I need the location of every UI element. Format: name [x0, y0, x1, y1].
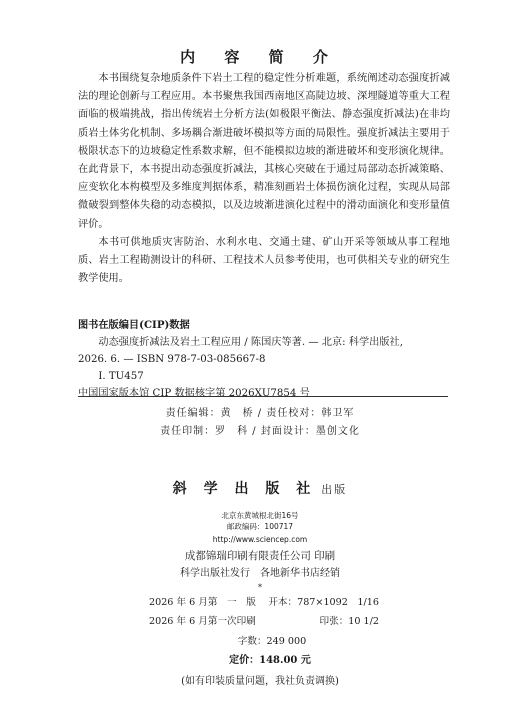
- publisher-postcode: 邮政编码：100717: [226, 522, 294, 531]
- cip-isbn-line: 2026. 6. — ISBN 978-7-03-085667-8: [78, 354, 266, 365]
- cip-title-line: 动态强度折减法及岩土工程应用 / 陈国庆等著. — 北京: 科学出版社,: [98, 337, 403, 348]
- first-edition: 2026 年 6 月第 一 版: [149, 597, 256, 608]
- cip-block: [78, 317, 458, 402]
- content-summary: [78, 70, 450, 288]
- first-print: 2026 年 6 月第一次印刷: [149, 616, 256, 627]
- separator-star: *: [258, 583, 262, 592]
- editorial-credits: [0, 405, 520, 441]
- edition-row-1: [149, 595, 379, 611]
- cip-classification: Ⅰ. TU457: [98, 371, 144, 382]
- publisher-website: http://www.sciencep.com: [212, 535, 308, 544]
- cip-heading: 图书在版编目(CIP)数据: [78, 319, 190, 331]
- printer-line: 成都锦瑞印刷有限责任公司 印刷: [184, 550, 336, 562]
- edition-row-2: [149, 614, 379, 630]
- page-title: 内 容 简 介: [180, 48, 340, 66]
- distribution-line: 科学出版社发行 各地新华书店经销: [180, 568, 340, 579]
- publisher-logo-text: 斜 学 出 版 社: [172, 481, 317, 497]
- summary-paragraph-1: 本书围绕复杂地质条件下岩土工程的稳定性分析难题，系统阐述动态强度折减法的理论创新与工程应用。本书聚焦我国西南地区高陡边坡、深埋隧道等重大工程面临的极端挑战，指出传统岩土分析方法(如极限平衡法、静态强度折减法)在非均质岩土体劣化机制、多场耦合渐进破坏模拟等方面的局限性。强度折减法主要用于极限状态下的边坡稳定性系数求解，但不能模拟边坡的渐进破坏和变形演化规律。在此背景下，本书提出动态强度折减法，其核心突破在于通过局部动态折减策略、应变软化本构模型及多维度判据体系，精准刻画岩土体损伤演化过程，实现从局部微破裂到整体失稳的动态模拟，以及边坡渐进演化过程中的滑动面演化和变形量值评价。: [78, 73, 450, 230]
- price: 定价：148.00 元: [229, 655, 311, 666]
- format: 开本：787×1092 1/16: [268, 597, 379, 608]
- credits-line-2: 责任印制：罗 科 / 封面设计：墨创文化: [160, 426, 360, 437]
- publisher-line: [0, 478, 520, 498]
- cip-center-number: 中国国家版本馆 CIP 数据核字第 2026XU7854 号: [78, 388, 310, 399]
- credits-line-1: 责任编辑：黄 桥 / 责任校对：韩卫军: [165, 408, 355, 419]
- publisher-address: 北京东黄城根北街16号: [221, 511, 299, 520]
- summary-paragraph-2: 本书可供地质灾害防治、水利水电、交通土建、矿山开采等领域从事工程地质、岩土工程勘测设计的科研、工程技术人员参考使用，也可供相关专业的研究生教学使用。: [78, 236, 450, 285]
- word-count: 字数：249 000: [237, 636, 307, 647]
- sheets: 印张：10 1/2: [319, 616, 379, 627]
- publisher-suffix: 出版: [321, 483, 348, 496]
- divider-line: [78, 396, 448, 397]
- quality-notice: (如有印装质量问题，我社负责调换): [181, 676, 339, 687]
